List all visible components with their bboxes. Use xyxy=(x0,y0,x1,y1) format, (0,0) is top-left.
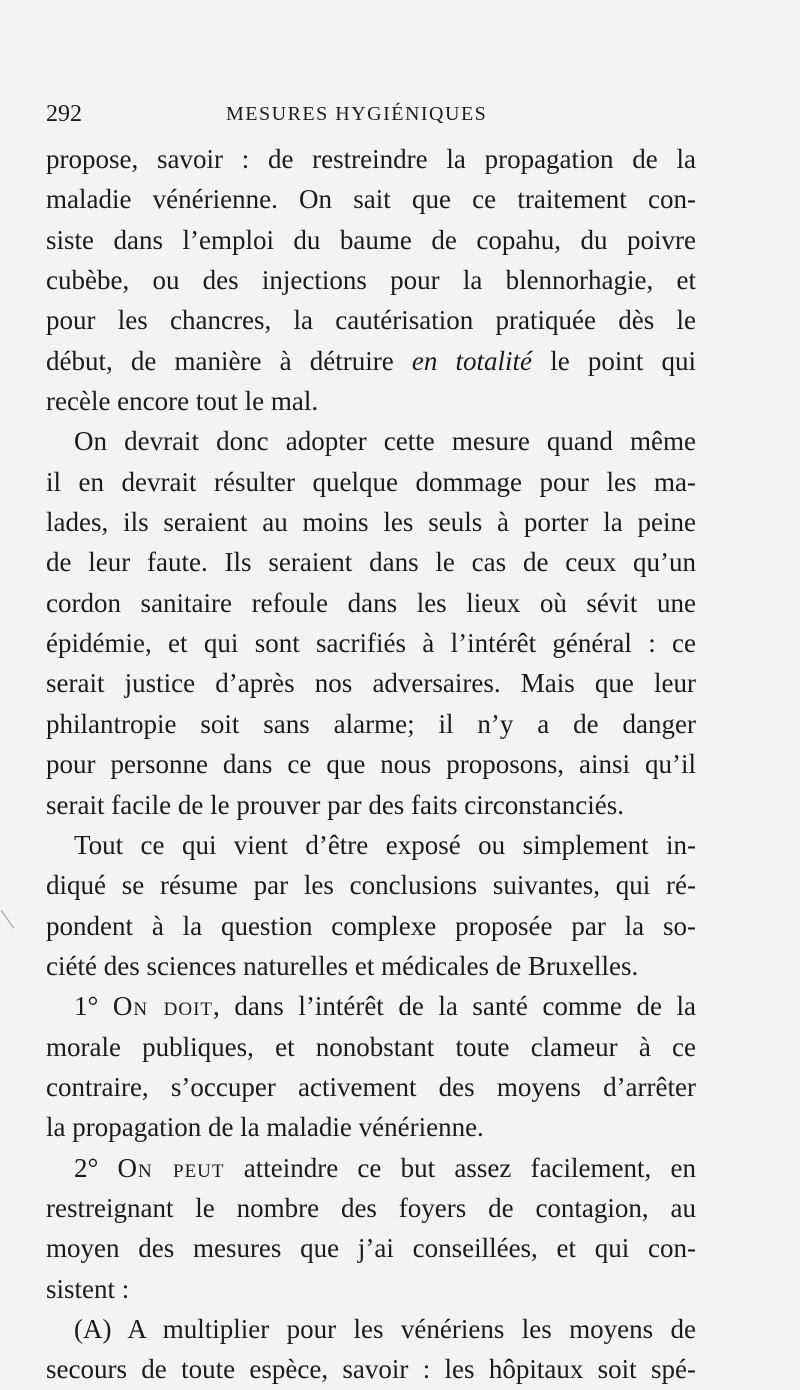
line-segment: 1° xyxy=(74,991,113,1022)
running-head xyxy=(46,96,696,132)
text-line xyxy=(46,986,696,1026)
text-line: il en devrait résulter quelque dommage pour les ma- xyxy=(46,466,696,497)
emphasis-text: en totalité xyxy=(411,345,533,376)
line-segment: , dans l’intérêt de la santé comme de la xyxy=(213,991,696,1022)
text-line: pour personne dans ce que nous proposons, ainsi qu’il xyxy=(46,749,696,780)
body-text xyxy=(46,139,696,1390)
small-caps-text: On doit xyxy=(112,991,214,1022)
text-line: secours de toute espèce, savoir : les hôpitaux soit spé- xyxy=(46,1354,696,1385)
text-line: lades, ils seraient au moins les seuls à porter la peine xyxy=(46,507,696,538)
text-line: de leur faute. Ils seraient dans le cas de ceux qu’un xyxy=(46,547,696,578)
line-segment: atteindre ce but assez facilement, en xyxy=(224,1152,696,1183)
text-line: serait justice d’après nos adversaires. Mais que leur xyxy=(46,668,696,699)
text-line: serait facile de le prouver par des faits circonstanciés. xyxy=(46,789,624,820)
text-line: morale publiques, et nonobstant toute clameur à ce xyxy=(46,1031,696,1062)
text-line: cordon sanitaire refoule dans les lieux où sévit une xyxy=(46,587,696,618)
text-line: sistent : xyxy=(46,1273,130,1304)
line-segment: 2° xyxy=(74,1152,118,1183)
text-line: pour les chancres, la cautérisation pratiquée dès le xyxy=(46,305,696,336)
text-line: ciété des sciences naturelles et médicales de Bruxelles. xyxy=(46,950,639,981)
text-line: moyen des mesures que j’ai conseillées, et qui con- xyxy=(46,1233,696,1264)
text-line xyxy=(46,1148,696,1188)
line-segment: le point qui xyxy=(532,345,696,376)
text-line: la propagation de la maladie vénérienne. xyxy=(46,1112,484,1143)
text-line xyxy=(46,341,696,381)
text-line: siste dans l’emploi du baume de copahu, du poivre xyxy=(46,224,696,255)
text-line: propose, savoir : de restreindre la propagation de la xyxy=(46,144,696,174)
text-line: philantropie soit sans alarme; il n’y a de danger xyxy=(46,708,696,739)
running-title: MESURES HYGIÉNIQUES xyxy=(226,103,488,125)
line-segment: début, de manière à détruire xyxy=(46,345,412,376)
small-caps-text: On peut xyxy=(117,1152,225,1183)
text-line: pondent à la question complexe proposée par la so- xyxy=(46,910,696,941)
margin-mark xyxy=(1,903,24,928)
text-line: contraire, s’occuper activement des moyens d’arrêter xyxy=(46,1071,696,1102)
text-line: Tout ce qui vient d’être exposé ou simplement in- xyxy=(74,829,696,860)
text-line: diqué se résume par les conclusions suivantes, qui ré- xyxy=(46,870,696,901)
text-line: On devrait donc adopter cette mesure quand même xyxy=(74,426,696,457)
page-number: 292 xyxy=(46,101,82,127)
text-line: maladie vénérienne. On sait que ce traitement con- xyxy=(46,184,696,215)
text-line: cubèbe, ou des injections pour la blennorhagie, et xyxy=(46,265,696,296)
text-line: (A) A multiplier pour les vénériens les moyens de xyxy=(74,1313,696,1344)
text-line: recèle encore tout le mal. xyxy=(46,386,319,417)
text-line: épidémie, et qui sont sacrifiés à l’intérêt général : ce xyxy=(46,628,696,659)
text-line: restreignant le nombre des foyers de contagion, au xyxy=(46,1192,696,1223)
